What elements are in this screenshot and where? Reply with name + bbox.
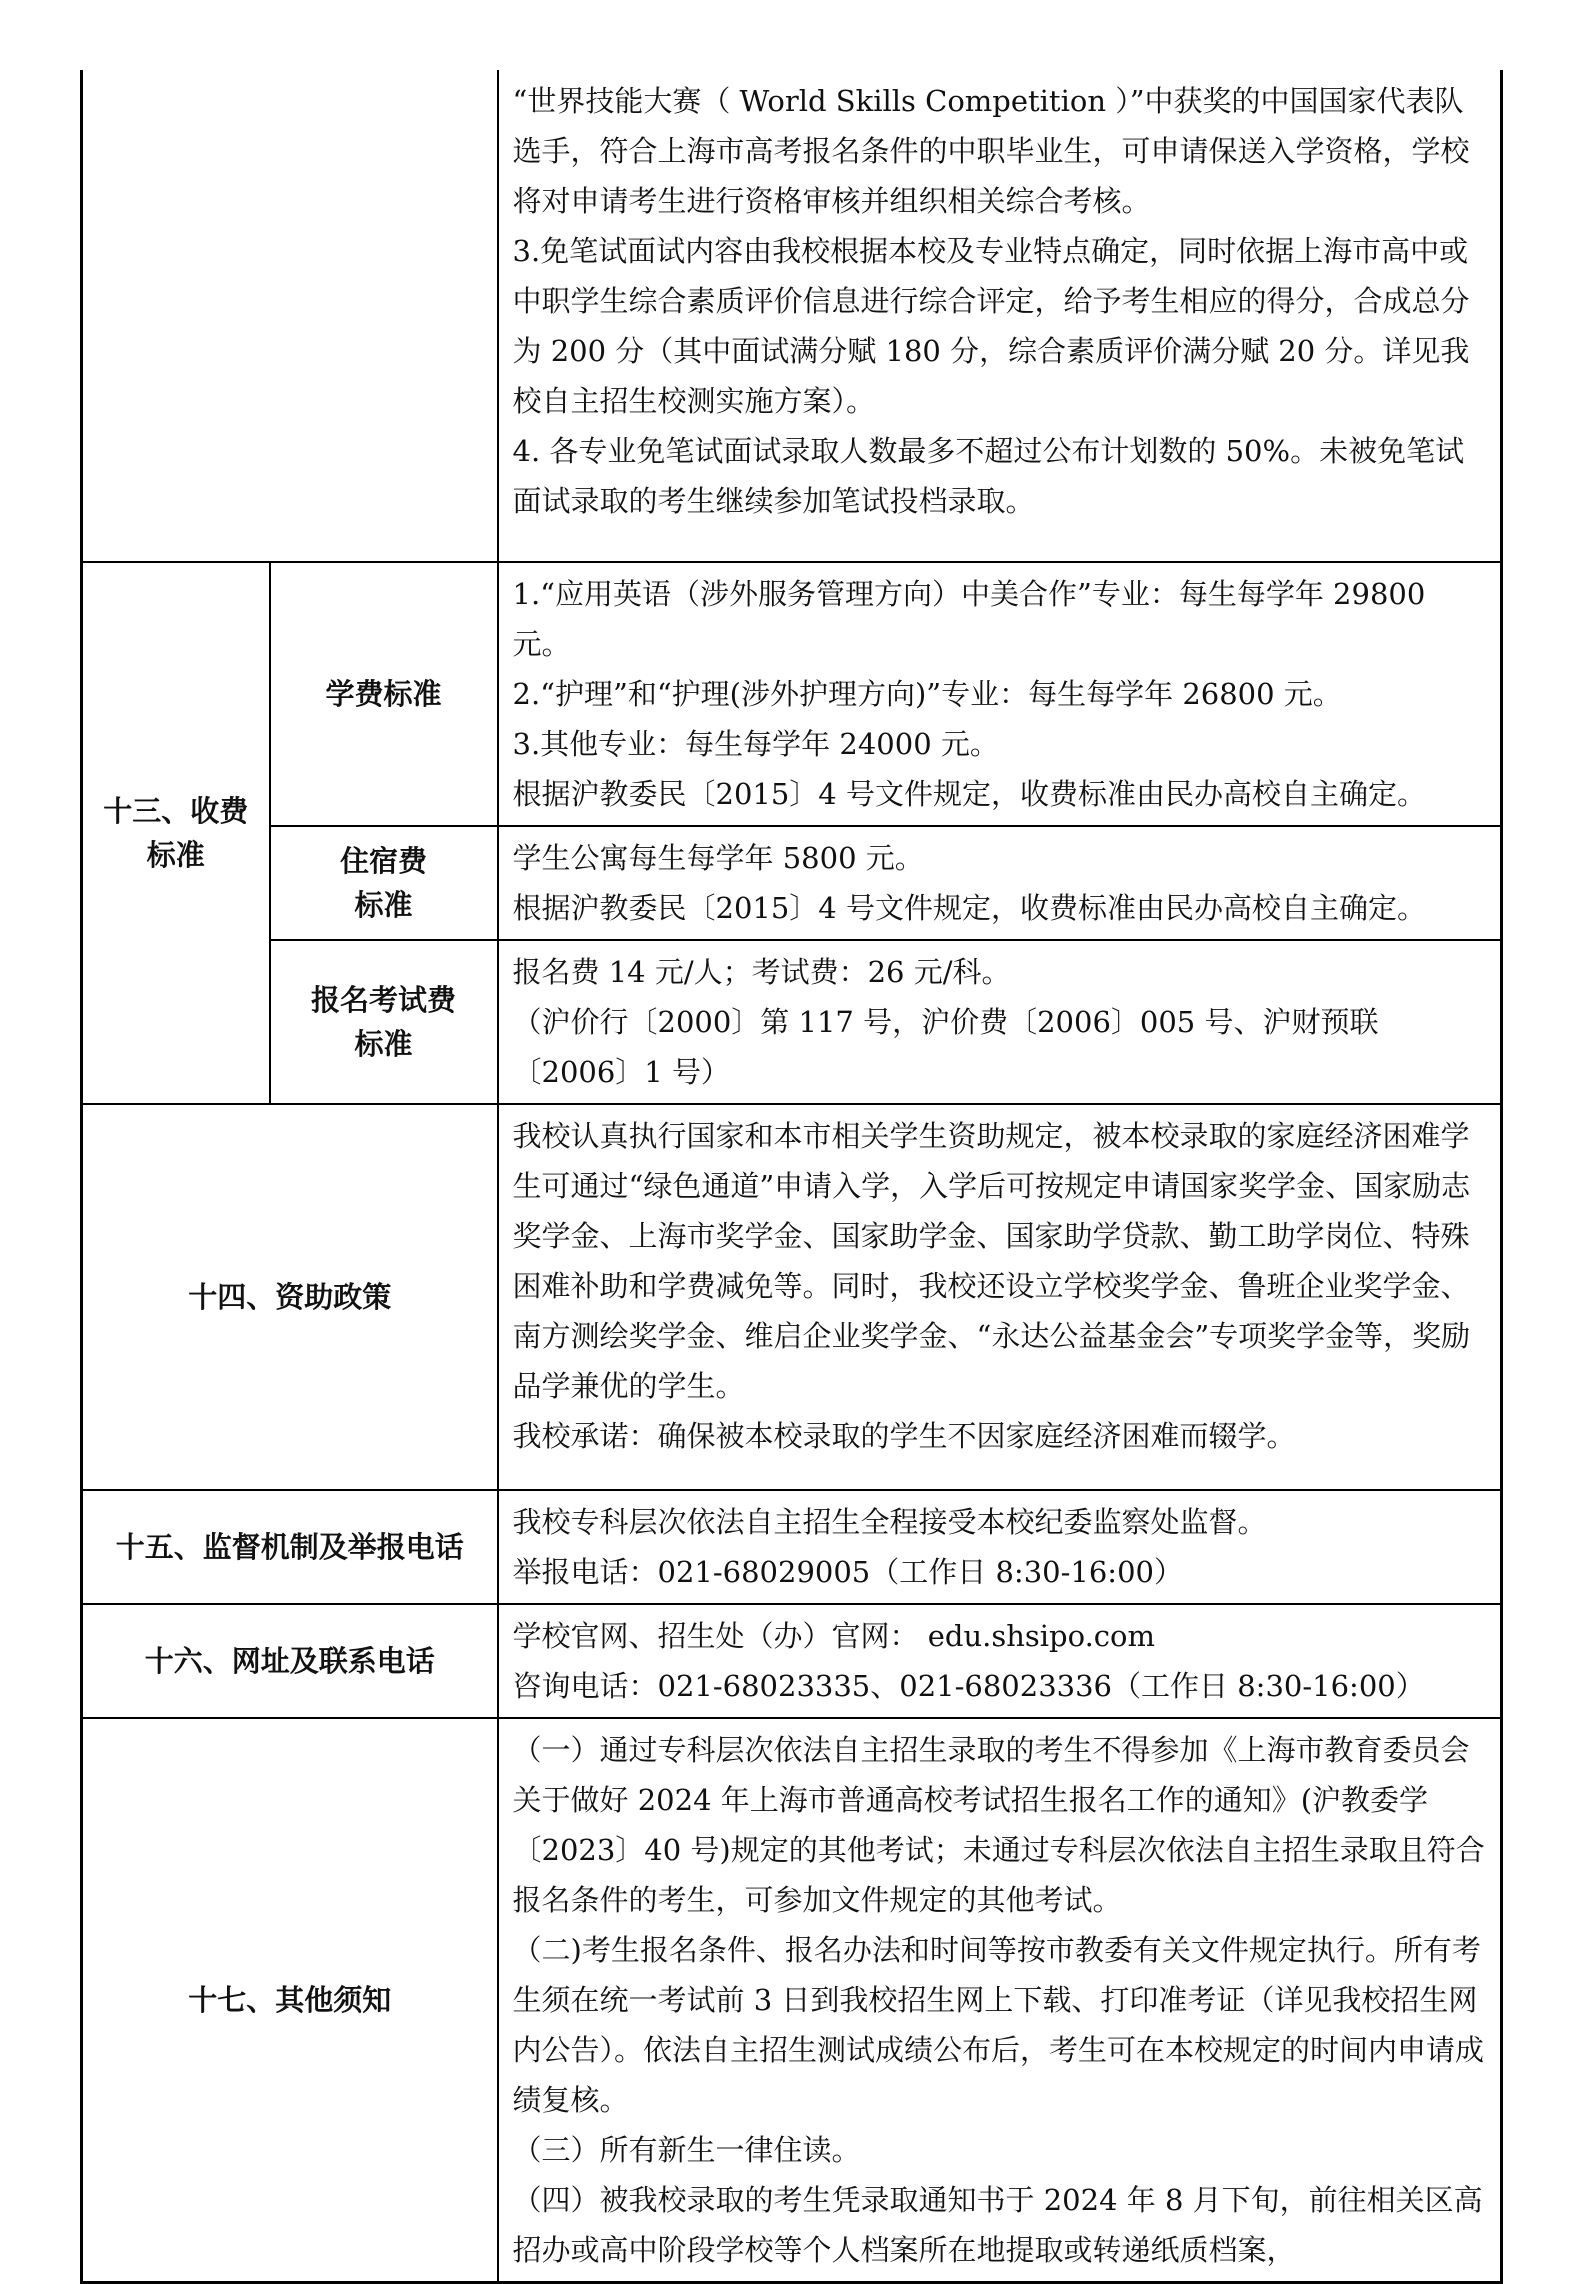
paragraph: （二)考生报名条件、报名办法和时间等按市教委有关文件规定执行。所有考生须在统一考试前 3 日到我校招生网上下载、打印准考证（详见我校招生网内公告）。依法自主招生测试成绩公布后，考生可在本校规定的时间内申请成绩复核。 — [512, 1933, 1485, 2117]
row-contact — [82, 1604, 1502, 1718]
aid-content — [498, 1104, 1502, 1490]
paragraph: 根据沪教委民〔2015〕4 号文件规定，收费标准由民办高校自主确定。 — [512, 777, 1426, 811]
section-label-line: 标准 — [146, 838, 205, 872]
row-tuition — [82, 562, 1502, 826]
paragraph: 举报电话：021-68029005（工作日 8:30-16:00） — [512, 1555, 1183, 1589]
admissions-table — [80, 70, 1503, 2284]
row-supervision — [82, 1490, 1502, 1604]
paragraph: 2.“护理”和“护理(涉外护理方向)”专业：每生每学年 26800 元。 — [512, 677, 1342, 711]
label-line: 住宿费 — [339, 844, 427, 878]
paragraph: 我校认真执行国家和本市相关学生资助规定，被本校录取的家庭经济困难学生可通过“绿色通道”申请入学，入学后可按规定申请国家奖学金、国家励志奖学金、上海市奖学金、国家助学金、国家助学贷款、勤工助学岗位、特殊困难补助和学费减免等。同时，我校还设立学校奖学金、鲁班企业奖学金、南方测绘奖学金、维启企业奖学金、“永达公益基金会”专项奖学金等，奖励品学兼优的学生。 — [512, 1119, 1471, 1403]
document-page — [80, 70, 1500, 2284]
continuation-label-cell — [82, 70, 498, 562]
paragraph: 学生公寓每生每学年 5800 元。 — [512, 841, 924, 875]
dorm-content — [498, 826, 1502, 940]
paragraph: 报名费 14 元/人；考试费：26 元/科。 — [512, 955, 1011, 989]
supervision-label: 十五、监督机制及举报电话 — [82, 1490, 498, 1604]
paragraph: 咨询电话：021-68023335、021-68023336（工作日 8:30-16:00） — [512, 1669, 1425, 1703]
paragraph: 4. 各专业免笔试面试录取人数最多不超过公布计划数的 50%。未被免笔试面试录取的考生继续参加笔试投档录取。 — [512, 434, 1465, 518]
paragraph: 3.免笔试面试内容由我校根据本校及专业特点确定，同时依据上海市高中或中职学生综合素质评价信息进行综合评定，给予考生相应的得分，合成总分为 200 分（其中面试满分赋 180 分，综合素质评价满分赋 20 分。详见我校自主招生校测实施方案）。 — [512, 234, 1470, 418]
paragraph: 3.其他专业：每生每学年 24000 元。 — [512, 727, 999, 761]
contact-content — [498, 1604, 1502, 1718]
paragraph: 1.“应用英语（涉外服务管理方向）中美合作”专业：每生每学年 29800 元。 — [512, 577, 1426, 661]
tuition-label: 学费标准 — [270, 562, 498, 826]
paragraph: 学校官网、招生处（办）官网： edu.shsipo.com — [512, 1619, 1155, 1653]
row-continuation — [82, 70, 1502, 562]
paragraph: （三）所有新生一律住读。 — [512, 2133, 861, 2167]
paragraph: 我校专科层次依法自主招生全程接受本校纪委监察处监督。 — [512, 1505, 1267, 1539]
label-line: 标准 — [354, 888, 413, 922]
contact-label: 十六、网址及联系电话 — [82, 1604, 498, 1718]
paragraph: 根据沪教委民〔2015〕4 号文件规定，收费标准由民办高校自主确定。 — [512, 891, 1426, 925]
exam-fee-label — [270, 940, 498, 1104]
label-line: 标准 — [354, 1027, 413, 1061]
paragraph: （沪价行〔2000〕第 117 号，沪价费〔2006〕005 号、沪财预联〔2006〕1 号） — [512, 1005, 1379, 1089]
paragraph: “世界技能大赛（ World Skills Competition ）”中获奖的中国国家代表队选手，符合上海市高考报名条件的中职毕业生，可申请保送入学资格，学校将对申请考生进行资格审核并组织相关综合考核。 — [512, 84, 1470, 218]
paragraph: （四）被我校录取的考生凭录取通知书于 2024 年 8 月下旬，前往相关区高招办或高中阶段学校等个人档案所在地提取或转递纸质档案， — [512, 2183, 1483, 2267]
row-dorm — [82, 826, 1502, 940]
continuation-content-cell — [498, 70, 1502, 562]
paragraph: 我校承诺：确保被本校录取的学生不因家庭经济困难而辍学。 — [512, 1419, 1296, 1453]
row-aid — [82, 1104, 1502, 1490]
row-other — [82, 1718, 1502, 2283]
exam-fee-content — [498, 940, 1502, 1104]
aid-label: 十四、资助政策 — [82, 1104, 498, 1490]
dorm-label — [270, 826, 498, 940]
tuition-content — [498, 562, 1502, 826]
section-label-line: 十三、收费 — [103, 794, 249, 828]
other-label: 十七、其他须知 — [82, 1718, 498, 2283]
section-label-fees — [82, 562, 270, 1104]
label-line: 报名考试费 — [310, 983, 456, 1017]
supervision-content — [498, 1490, 1502, 1604]
other-content — [498, 1718, 1502, 2283]
paragraph: （一）通过专科层次依法自主招生录取的考生不得参加《上海市教育委员会关于做好 2024 年上海市普通高校考试招生报名工作的通知》(沪教委学〔2023〕40 号)规定的其他考试；未通过专科层次依法自主招生录取且符合报名条件的考生，可参加文件规定的其他考试。 — [512, 1733, 1485, 1917]
row-exam-fee — [82, 940, 1502, 1104]
